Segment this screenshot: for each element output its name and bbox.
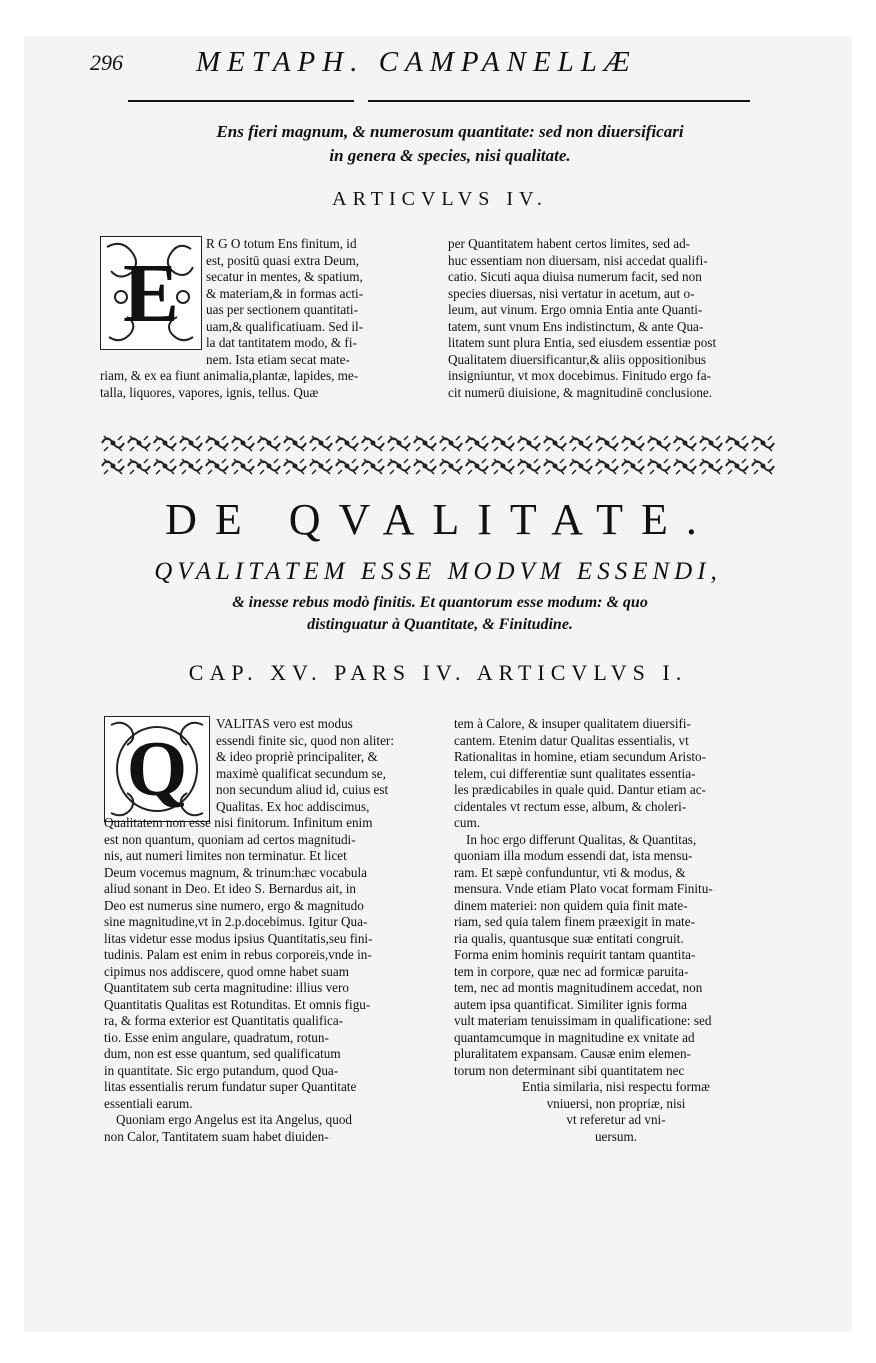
text-line: R G O totum Ens finitum, id (206, 236, 357, 251)
text-line: sine magnitudine,vt in 2.p.docebimus. Igitur Qua- (104, 914, 368, 929)
text-line: Deum vocemus magnum, & trinum:hæc vocabula (104, 864, 367, 880)
text-line: ria qualis, quantusque suæ entitati congruit. (454, 930, 684, 946)
chapter-title: QVALITATEM ESSE MODVM ESSENDI, (154, 558, 722, 585)
text-line: species diuersas, nisi vertatur in acetum, aut o- (448, 285, 695, 301)
article-left-column-wide (100, 368, 432, 401)
text-line: litatem sunt plura Entia, sed eiusdem essentiæ post (448, 335, 717, 350)
text-line: Qualitatem non esse nisi finitorum. Infinitum enim (104, 815, 373, 830)
text-line: Quantitatem sub certa magnitudine: illius vero (104, 980, 350, 995)
text-line: pluralitatem expansam. Causæ enim elemen- (454, 1046, 691, 1061)
text-line: cipimus nos addiscere, quod omne habet suam (104, 963, 350, 979)
text-line: vt referetur ad vni- (566, 1112, 666, 1127)
text-line: Quantitatis Qualitas est Rotunditas. Et omnis figu- (104, 996, 371, 1012)
text-line: insigniuntur, vt mox docebimus. Finitudo ergo fa- (448, 368, 711, 383)
text-line: riam, sed quia talem finem præexigit in mate- (454, 914, 695, 929)
text-line: ram. Et sæpè confunduntur, vti & modus, & (454, 864, 686, 880)
text-line: tem in corpore, quæ nec ad formicæ paruita- (454, 963, 689, 979)
text-line: litas essentialis rerum fundatur super Quantitate (104, 1079, 357, 1094)
text-line: cit numerū diuisione, & magnitudinē conclusione. (448, 384, 713, 400)
text-line: la dat tantitatem modo, & fi- (206, 335, 357, 350)
text-line: tem à Calore, & insuper qualitatem diuersifi- (454, 716, 691, 731)
article-left-column (206, 236, 432, 368)
text-line: Qualitas. Ex hoc addiscimus, (216, 798, 370, 814)
page-number: 296 (90, 50, 123, 75)
chapter-subtitle-line: & inesse rebus modò finitis. Et quantorum esse modum: & quo (232, 594, 648, 611)
text-line: catio. Sicuti aqua diuisa numerum facit, sed non (448, 269, 702, 284)
chapter-subtitle-line: distinguatur à Quantitate, & Finitudine. (307, 616, 573, 633)
text-line: Qualitatem diuersificantur,& aliis oppositionibus (448, 351, 707, 367)
text-line: huc essentiam non diuersam, nisi accedat qualifi- (448, 252, 708, 268)
decorated-initial-q (104, 716, 210, 822)
text-line: cum. (454, 815, 481, 830)
text-line: secatur in mentes, & spatium, (206, 269, 363, 284)
text-line: vniuersi, non propriæ, nisi (546, 1095, 686, 1111)
ornament-pattern-icon (100, 432, 776, 478)
text-line: & materiam,& in formas acti- (206, 285, 364, 301)
text-line: tem, nec ad montis magnitudinem accedat, non (454, 980, 703, 995)
article-subtitle (140, 120, 760, 168)
text-line: Rationalitas in homine, etiam secundum Aristo- (454, 749, 706, 764)
initial-letter: E (122, 246, 180, 340)
text-line: aliud sonant in Deo. Et ideo S. Bernardus ait, in (104, 881, 356, 896)
chapter-subtitle (150, 592, 730, 636)
text-line: uersum. (594, 1128, 638, 1144)
article-right-column (448, 236, 768, 401)
text-line: non Calor, Tantitatem suam habet diuiden- (104, 1128, 329, 1144)
text-line: uam,& qualificatiuam. Sed il- (206, 318, 364, 334)
text-line: Entia similaria, nisi respectu formæ (522, 1079, 710, 1094)
text-line: leum, aut vinum. Ergo omnia Entia ante Quanti- (448, 302, 703, 317)
chapter-left-column-wide (104, 815, 434, 1145)
text-line: dinem materiei: non quidem quia finit mate- (454, 897, 688, 913)
article-heading: ARTICVLVS IV. (332, 188, 548, 210)
text-line: quoniam illa modum essendi dat, ista mensu- (454, 848, 693, 863)
text-line: est non quantum, quoniam ad certos magnitudi- (104, 831, 356, 847)
text-line: VALITAS vero est modus (216, 716, 353, 731)
initial-letter: Q (126, 725, 188, 812)
text-line: cantem. Etenim datur Qualitas essentialis, vt (454, 732, 689, 748)
article-subtitle-line: Ens fieri magnum, & numerosum quantitate: sed non diuersificari (216, 122, 684, 141)
text-line: per Quantitatem habent certos limites, sed ad- (448, 236, 691, 251)
text-line: dum, non est esse quantum, sed qualificatum (104, 1046, 341, 1061)
text-line: essentiali earum. (104, 1095, 193, 1111)
text-line: tio. Esse enim angulare, quadratum, rotun- (104, 1029, 329, 1045)
chapter-right-column (454, 716, 778, 1145)
ornamental-band (100, 432, 776, 478)
section-title: DE QVALITATE. (165, 495, 715, 544)
text-line: uas per sectionem quantitati- (206, 302, 358, 317)
text-line: non secundum aliud id, cuius est (216, 782, 389, 797)
text-line: in quantitate. Sic ergo putandum, quod Qua- (104, 1062, 339, 1078)
header-rule-right (368, 100, 750, 102)
text-line: riam, & ex ea fiunt animalia,plantæ, lapides, me- (100, 368, 359, 383)
header-rule-left (128, 100, 354, 102)
chapter-left-column (216, 716, 434, 815)
text-line: maximè qualificat secundum se, (216, 765, 386, 781)
text-line: mensura. Vnde etiam Plato vocat formam Finitu- (454, 881, 713, 896)
text-line: cidentales vt rectum esse, album, & choleri- (454, 798, 687, 814)
decorated-initial-e (100, 236, 202, 350)
text-line: Forma enim hominis requirit tantam quantita- (454, 947, 696, 962)
running-title: METAPH. CAMPANELLÆ (196, 46, 637, 78)
chapter-heading: CAP. XV. PARS IV. ARTICVLVS I. (188, 660, 688, 685)
text-line: les prædicabiles in quale quid. Dantur etiam ac- (454, 782, 706, 797)
article-subtitle-line: in genera & species, nisi qualitate. (329, 146, 571, 165)
text-line: nis, aut numeri limites non terminatur. Et licet (104, 848, 347, 863)
text-line: autem ipsa quantificat. Similiter ignis forma (454, 996, 687, 1012)
text-line: telem, cui differentiæ sunt qualitates essentia- (454, 765, 696, 781)
text-line: tatem, sunt vnum Ens indistinctum, & ante Qua- (448, 318, 704, 334)
text-line: litas videtur esse modus ipsius Quantitatis,seu fini- (104, 930, 373, 946)
text-line: & ideo propriè principaliter, & (216, 749, 378, 764)
text-line: est, positū quasi extra Deum, (206, 252, 360, 268)
text-line: Quoniam ergo Angelus est ita Angelus, quod (116, 1112, 353, 1127)
text-line: ra, & forma exterior est Quantitatis qualifica- (104, 1013, 344, 1028)
text-line: essendi finite sic, quod non aliter: (216, 732, 394, 748)
text-line: In hoc ergo differunt Qualitas, & Quantitas, (466, 831, 697, 847)
text-line: Deo est numerus sine numero, ergo & magnitudo (104, 897, 364, 913)
text-line: talla, liquores, vapores, ignis, tellus. Quæ (100, 384, 319, 400)
text-line: vult materiam tenuissimam in qualificatione: sed (454, 1013, 712, 1028)
text-line: tudinis. Palam est enim in rebus corporeis,vnde in- (104, 947, 372, 962)
text-line: torum non determinant sibi quantitatem nec (454, 1062, 685, 1078)
text-line: nem. Ista etiam secat mate- (206, 351, 350, 367)
text-line: quantamcumque in magnitudine ex vnitate ad (454, 1029, 695, 1045)
